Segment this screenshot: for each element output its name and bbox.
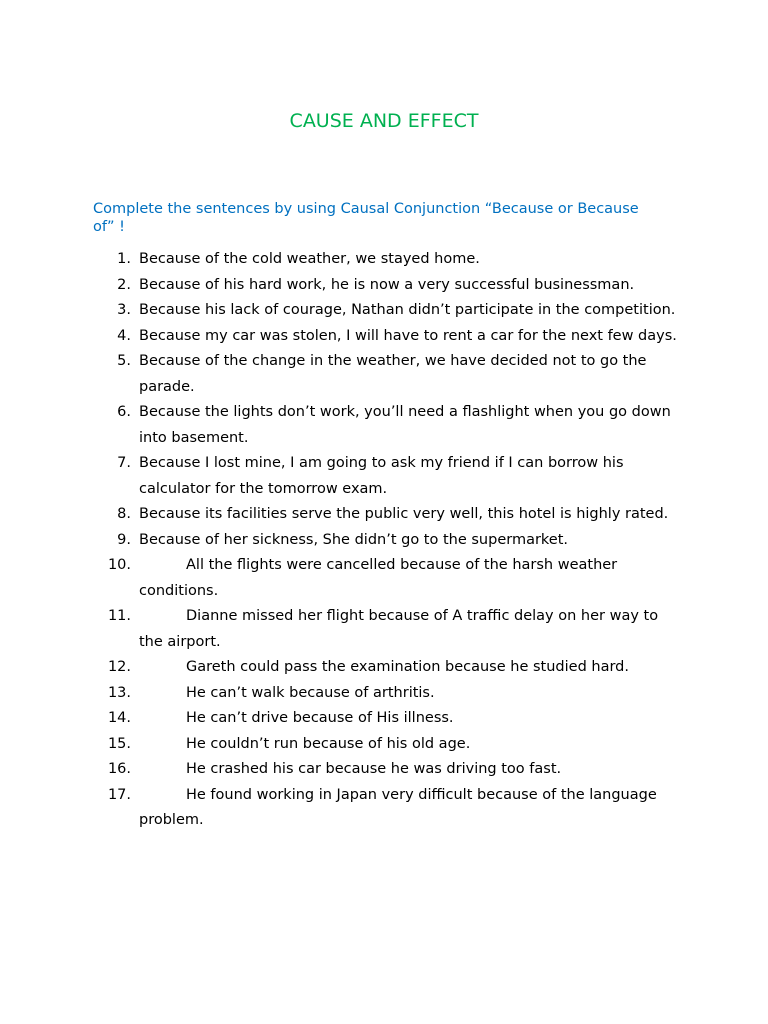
item-text: All the flights were cancelled because of the harsh weather conditions. [139,557,618,599]
list-item [0,681,679,707]
item-text: Gareth could pass the examination because he studied hard. [186,659,629,675]
item-text: Dianne missed her flight because of A traffic delay on her way to the airport. [139,608,659,650]
item-number: 14. [107,710,131,726]
list-item [0,273,679,299]
item-text: He couldn’t run because of his old age. [186,735,471,752]
item-text: He found working in Japan very difficult because of the language problem. [139,786,657,828]
item-text: Because my car was stolen, I will have to rent a car for the next few days. [139,327,677,344]
item-text: Because of the change in the weather, we have decided not to go the parade. [139,353,647,395]
list-item [0,783,679,834]
list-item [0,298,679,324]
item-number: 2. [117,276,131,293]
list-item [0,247,679,273]
list-item [0,757,679,783]
item-number: 6. [117,404,131,420]
item-number: 1. [117,251,131,267]
item-text: Because its facilities serve the public very well, this hotel is highly rated. [139,506,669,522]
item-number: 5. [117,353,131,369]
item-number: 15. [107,735,131,752]
sentence-list [0,247,768,834]
list-item [0,324,679,350]
item-number: 8. [117,506,131,522]
list-item [0,706,679,732]
list-item [0,553,679,604]
list-item [0,655,679,681]
item-text: Because his lack of courage, Nathan didn’t participate in the competition. [139,302,676,318]
item-text: Because of the cold weather, we stayed home. [139,251,480,267]
item-number: 7. [117,455,131,471]
list-item [0,349,679,400]
instruction-text: Complete the sentences by using Causal Conjunction “Because or Because of” ! [93,201,639,235]
list-item [0,528,679,554]
list-item [0,604,679,655]
item-number: 17. [107,786,131,803]
item-number: 10. [107,557,131,573]
list-item [0,451,679,502]
item-text: He can’t walk because of arthritis. [186,684,435,701]
item-text: Because I lost mine, I am going to ask my friend if I can borrow his calculator for the tomorrow exam. [139,455,624,497]
item-text: Because the lights don’t work, you’ll need a flashlight when you go down into basement. [139,404,671,446]
item-number: 4. [117,327,131,344]
item-text: He crashed his car because he was driving too fast. [186,761,562,777]
item-text: He can’t drive because of His illness. [186,710,454,726]
list-item [0,732,679,758]
item-text: Because of his hard work, he is now a very successful businessman. [139,276,635,293]
item-number: 11. [107,608,131,624]
item-number: 16. [107,761,131,777]
item-text: Because of her sickness, She didn’t go to the supermarket. [139,531,569,548]
page-title: CAUSE AND EFFECT [289,110,479,132]
item-number: 3. [117,302,131,318]
list-item [0,400,679,451]
item-number: 12. [107,659,131,675]
item-number: 13. [107,684,131,701]
list-item [0,502,679,528]
item-number: 9. [117,531,131,548]
